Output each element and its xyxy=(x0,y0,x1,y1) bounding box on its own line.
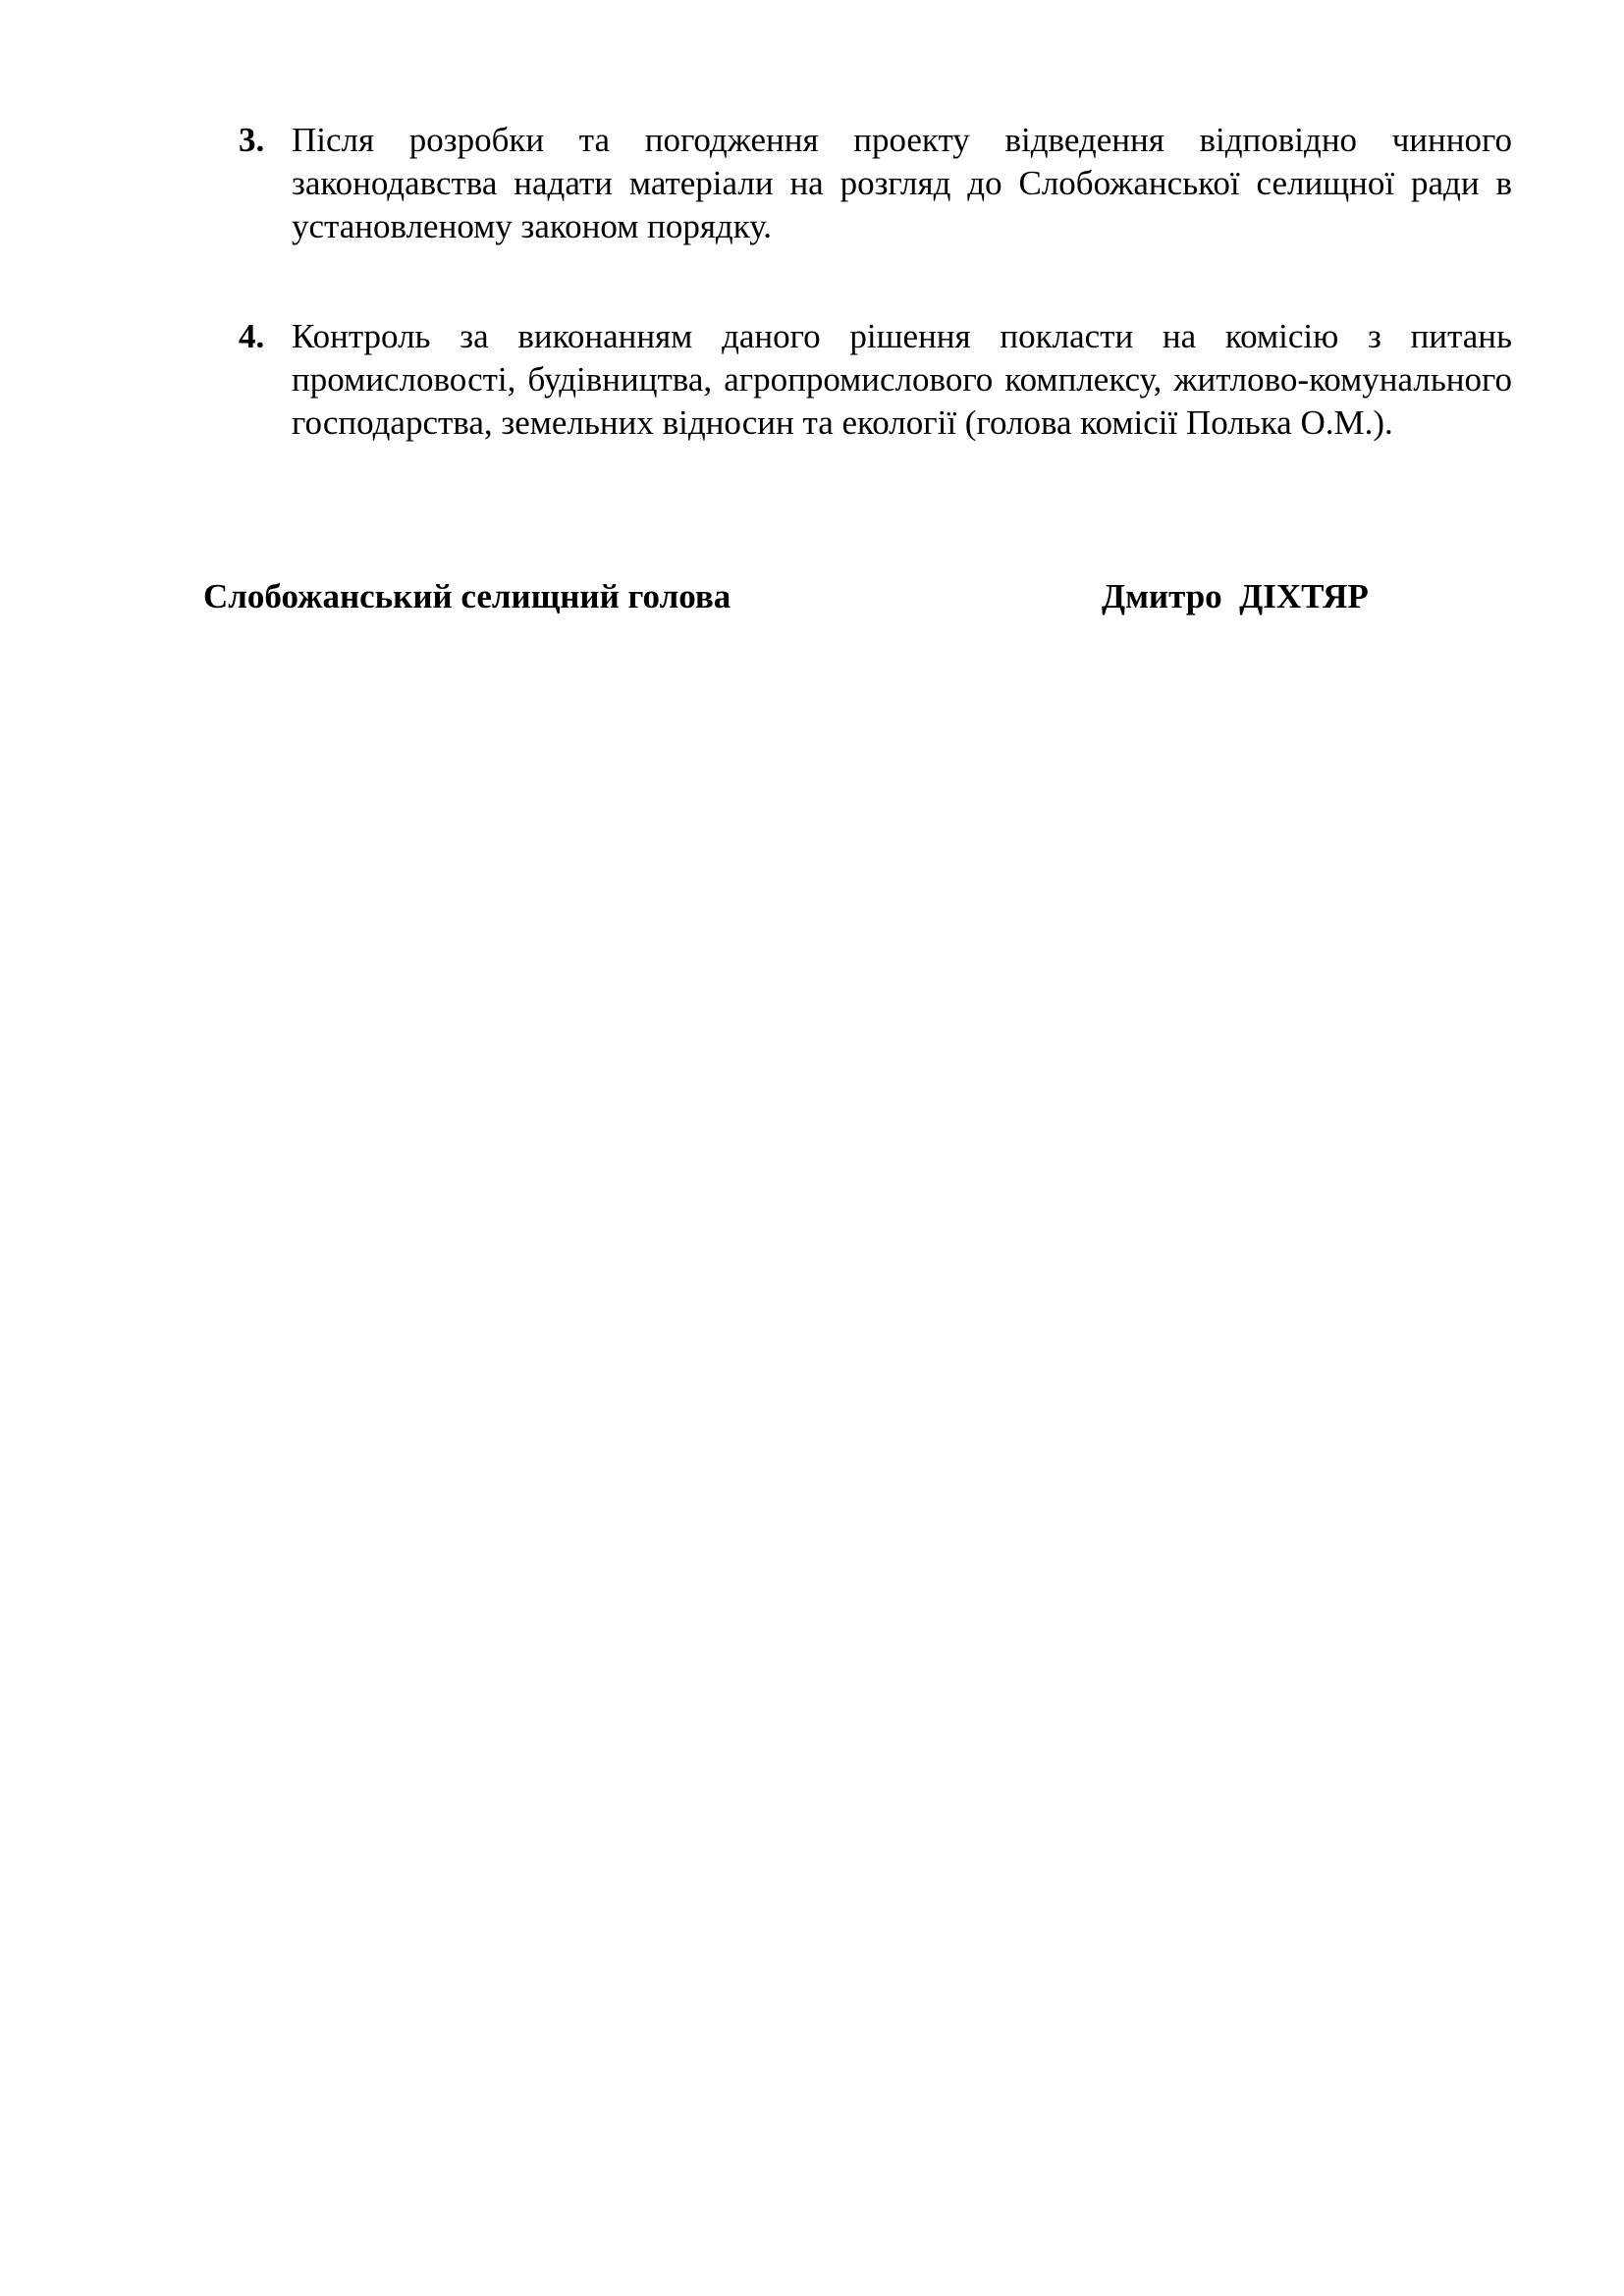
item-number: 4. xyxy=(239,317,265,355)
signature-name: Дмитро ДІХТЯР xyxy=(1102,577,1369,615)
item-number: 3. xyxy=(239,121,265,159)
list-item-3 xyxy=(239,119,1512,248)
item-text: Контроль за виконанням даного рішення покласти на комісію з питань промисловості, будівництва, агропромислового комплексу, житлово-комунального господарства, земельних відносин та екології (голова комісії Полька О.М.). xyxy=(292,317,1512,442)
item-text: Після розробки та погодження проекту відведення відповідно чинного законодавства надати матеріали на розгляд до Слобожанської селищної ради в установленому законом порядку. xyxy=(292,121,1512,245)
signature-title: Слобожанський селищний голова xyxy=(203,577,731,615)
list-item-4 xyxy=(239,315,1512,445)
